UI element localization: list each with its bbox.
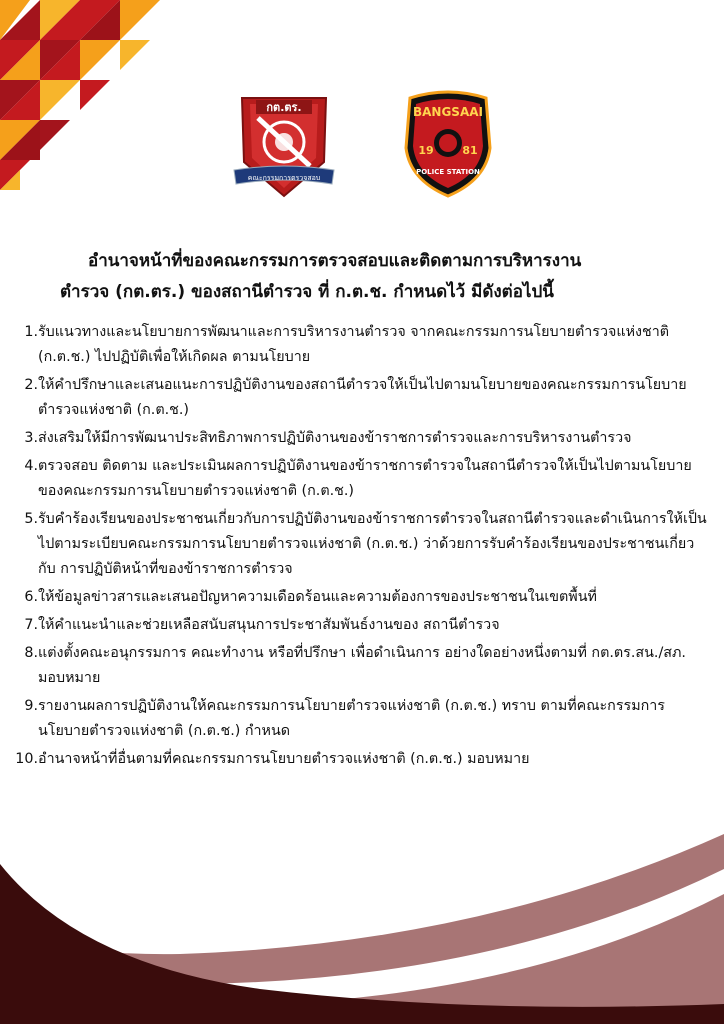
item-number: 3.	[24, 430, 38, 446]
list-item	[14, 320, 712, 370]
item-text: อำนาจหน้าที่อื่นตามที่คณะกรรมการนโยบายตำรวจแห่งชาติ (ก.ต.ช.) มอบหมาย	[38, 751, 530, 767]
list-item	[14, 747, 712, 772]
item-text: ให้คำปรึกษาและเสนอแนะการปฏิบัติงานของสถานีตำรวจให้เป็นไปตามนโยบายของคณะกรรมการนโยบายตำรวจแห่งชาติ (ก.ต.ช.)	[38, 377, 687, 418]
item-number: 8.	[24, 645, 38, 661]
badge-year-left: 19	[418, 144, 434, 157]
badge-bottom-text: POLICE STATION	[416, 168, 480, 176]
item-number: 10.	[15, 751, 38, 767]
list-item	[14, 613, 712, 638]
left-logo-text: กต.ตร.	[266, 101, 302, 114]
bangsaai-police-station-badge	[398, 88, 498, 200]
item-number: 4.	[24, 458, 38, 474]
corner-triangle-decoration	[0, 0, 200, 220]
item-number: 1.	[24, 324, 38, 340]
list-item	[14, 641, 712, 691]
bottom-wave-decoration	[0, 814, 724, 1024]
badge-top-text: BANGSAAI	[412, 105, 484, 119]
list-item	[14, 694, 712, 744]
item-number: 5.	[24, 511, 38, 527]
list-item	[14, 454, 712, 504]
item-text: ให้ข้อมูลข่าวสารและเสนอปัญหาความเดือดร้อนและความต้องการของประชาชนในเขตพื้นที่	[38, 589, 597, 605]
item-text: ส่งเสริมให้มีการพัฒนาประสิทธิภาพการปฏิบัติงานของข้าราชการตำรวจและการบริหารงานตำรวจ	[38, 430, 632, 446]
item-number: 9.	[24, 698, 38, 714]
item-text: แต่งตั้งคณะอนุกรรมการ คณะทำงาน หรือที่ปรึกษา เพื่อดำเนินการ อย่างใดอย่างหนึ่งตามที่ กต.ตร.สน./สภ. มอบหมาย	[38, 645, 686, 686]
title-line-2: ตำรวจ (กต.ตร.) ของสถานีตำรวจ ที่ ก.ต.ช. กำหนดไว้ มีดังต่อไปนี้	[60, 282, 554, 302]
badge-year-right: 81	[462, 144, 478, 157]
item-text: รายงานผลการปฏิบัติงานให้คณะกรรมการนโยบายตำรวจแห่งชาติ (ก.ต.ช.) ทราบ ตามที่คณะกรรมการนโยบายตำรวจแห่งชาติ (ก.ต.ช.) กำหนด	[38, 698, 665, 739]
item-text: ให้คำแนะนำและช่วยเหลือสนับสนุนการประชาสัมพันธ์งานของ สถานีตำรวจ	[38, 617, 500, 633]
left-logo-banner: คณะกรรมการตรวจสอบ	[247, 174, 321, 182]
item-text: ตรวจสอบ ติดตาม และประเมินผลการปฏิบัติงานของข้าราชการตำรวจในสถานีตำรวจให้เป็นไปตามนโยบายของคณะกรรมการนโยบายตำรวจแห่งชาติ (ก.ต.ช.)	[38, 458, 692, 499]
list-item	[14, 373, 712, 423]
item-number: 7.	[24, 617, 38, 633]
police-committee-shield-logo	[228, 92, 340, 200]
page-title	[30, 246, 694, 308]
item-text: รับแนวทางและนโยบายการพัฒนาและการบริหารงานตำรวจ จากคณะกรรมการนโยบายตำรวจแห่งชาติ (ก.ต.ช.) ไปปฏิบัติเพื่อให้เกิดผล ตามนโยบาย	[38, 324, 670, 365]
list-item	[14, 585, 712, 610]
list-item	[14, 426, 712, 451]
item-number: 2.	[24, 377, 38, 393]
list-item	[14, 507, 712, 582]
item-text: รับคำร้องเรียนของประชาชนเกี่ยวกับการปฏิบัติงานของข้าราชการตำรวจในสถานีตำรวจและดำเนินการให้เป็นไปตามระเบียบคณะกรรมการนโยบายตำรวจแห่งชาติ (ก.ต.ช.) ว่าด้วยการรับคำร้องเรียนของประชาชนเกี่ยวกับ การปฏิบัติหน้าที่ของข้าราชการตำรวจ	[38, 511, 707, 577]
title-line-1: อำนาจหน้าที่ของคณะกรรมการตรวจสอบและติดตามการบริหารงาน	[88, 251, 582, 271]
item-number: 6.	[24, 589, 38, 605]
duties-list	[14, 320, 712, 775]
